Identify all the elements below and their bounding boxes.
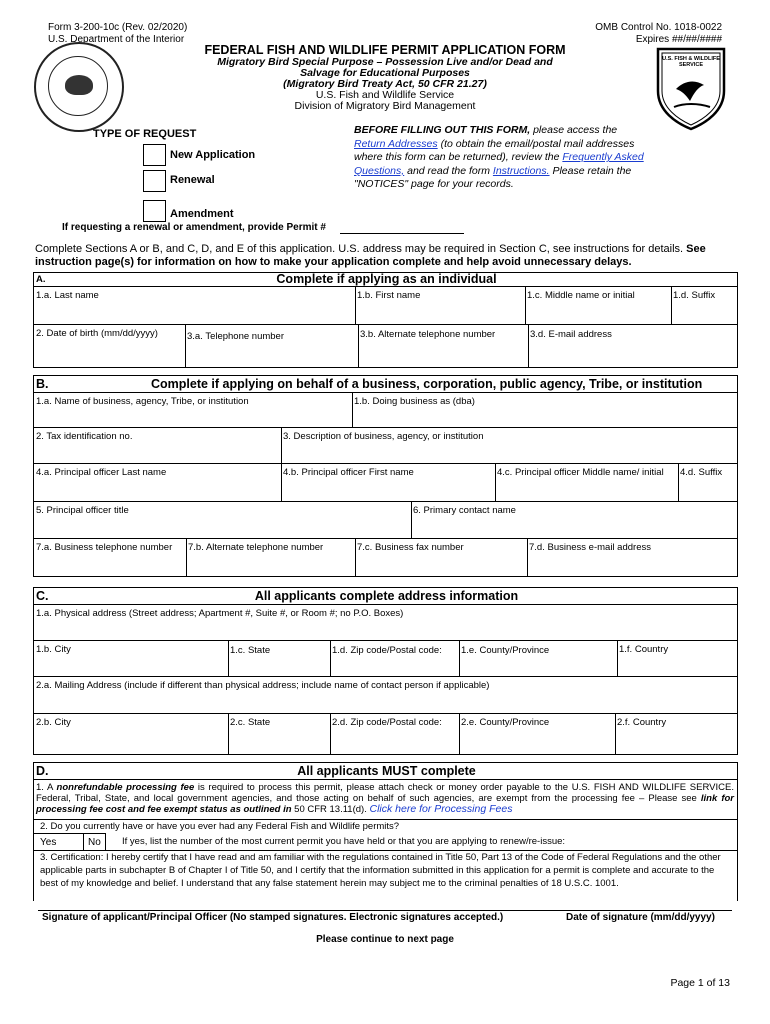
signature-date-label: Date of signature (mm/dd/yyyy) — [566, 912, 715, 923]
form-number: Form 3-200-10c (Rev. 02/2020) — [48, 22, 188, 33]
officer-title-field[interactable]: 5. Principal officer title — [36, 505, 129, 516]
mailing-city-field[interactable]: 2.b. City — [36, 717, 71, 728]
section-b-letter: B. — [36, 377, 49, 391]
alt-telephone-field[interactable]: 3.b. Alternate telephone number — [360, 329, 496, 340]
renewal-checkbox[interactable] — [143, 170, 166, 192]
mailing-address-field[interactable]: 2.a. Mailing Address (include if different than physical address; include name of contact person if applicable) — [36, 680, 490, 691]
business-fax-field[interactable]: 7.c. Business fax number — [357, 542, 464, 553]
physical-address-field[interactable]: 1.a. Physical address (Street address; Apartment #, Suite #, or Room #; no P.O. Boxes) — [36, 608, 404, 619]
continue-note: Please continue to next page — [316, 934, 454, 945]
officer-suffix-field[interactable]: 4.d. Suffix — [680, 467, 723, 478]
current-permit-prompt: If yes, list the number of the most current permit you have held or that you are applying to renew/re-issue: — [122, 836, 566, 847]
middle-name-field[interactable]: 1.c. Middle name or initial — [527, 290, 635, 301]
section-d-letter: D. — [36, 764, 49, 778]
section-c-letter: C. — [36, 589, 49, 603]
country-field[interactable]: 1.f. Country — [619, 644, 669, 655]
certification-statement: 3. Certification: I hereby certify that I have read and am familiar with the regulations contained in Title 50, Part 13 of the Code of Federal Regulations and the other applicable parts in subchapter B of Chapter I of Title 50, and I certify that the information submitted in this application for a permit is complete and accurate to the best of my knowledge and belief. I understand that any false statement herein may subject me to the criminal penalties of 18 U.S.C. 1001. — [40, 852, 721, 889]
amendment-checkbox[interactable] — [143, 200, 166, 222]
email-field[interactable]: 3.d. E-mail address — [530, 329, 612, 340]
officer-middle-name-field[interactable]: 4.c. Principal officer Middle name/ initial — [497, 467, 664, 478]
state-field[interactable]: 1.c. State — [230, 645, 271, 656]
section-d-title: All applicants MUST complete — [297, 764, 476, 778]
section-b-title: Complete if applying on behalf of a business, corporation, public agency, Tribe, or institution — [151, 377, 703, 391]
section-a-letter: A. — [36, 274, 46, 285]
form-title: FEDERAL FISH AND WILDLIFE PERMIT APPLICATION FORM — [204, 43, 566, 57]
request-type-title: TYPE OF REQUEST — [93, 128, 197, 140]
expiration-date: Expires ##/##/#### — [635, 34, 722, 45]
omb-number: OMB Control No. 1018-0022 — [595, 22, 722, 33]
last-name-field[interactable]: 1.a. Last name — [36, 290, 99, 301]
permit-number-label: If requesting a renewal or amendment, provide Permit # — [62, 222, 326, 233]
yes-option[interactable]: Yes — [34, 833, 84, 850]
instructions-link[interactable]: Instructions. — [492, 164, 550, 177]
page-number: Page 1 of 13 — [670, 977, 730, 989]
faq-link[interactable]: Frequently Asked Questions, — [354, 151, 644, 177]
telephone-field[interactable]: 3.a. Telephone number — [187, 331, 285, 342]
city-field[interactable]: 1.b. City — [36, 644, 71, 655]
mailing-zip-field[interactable]: 2.d. Zip code/Postal code: — [332, 717, 442, 728]
suffix-field[interactable]: 1.d. Suffix — [673, 290, 716, 301]
dba-field[interactable]: 1.b. Doing business as (dba) — [354, 396, 475, 407]
logo-text: U.S. FISH & WILDLIFE SERVICE — [662, 56, 720, 68]
business-phone-field[interactable]: 7.a. Business telephone number — [36, 542, 173, 553]
business-email-field[interactable]: 7.d. Business e-mail address — [529, 542, 651, 553]
renewal-label: Renewal — [170, 174, 215, 186]
section-c — [33, 587, 738, 755]
section-d — [33, 762, 738, 901]
dob-field[interactable]: 2. Date of birth (mm/dd/yyyy) — [36, 328, 158, 339]
form-subtitle-3: (Migratory Bird Treaty Act, 50 CFR 21.27) — [283, 78, 487, 90]
zip-field[interactable]: 1.d. Zip code/Postal code: — [332, 645, 442, 656]
before-filling-notice: BEFORE FILLING OUT THIS FORM, please access the Return Addresses (to obtain the email/postal mail addresses where this form can be returned), review the Frequently Asked Questions, and read the form Instructions. Please retain the "NOTICES" page for your records. — [354, 124, 644, 191]
form-subtitle-1: Migratory Bird Special Purpose – Possession Live and/or Dead and — [217, 56, 553, 68]
signature-line[interactable] — [38, 910, 732, 911]
business-description-field[interactable]: 3. Description of business, agency, or institution — [283, 431, 484, 442]
no-option[interactable]: No — [84, 833, 106, 850]
county-field[interactable]: 1.e. County/Province — [461, 645, 550, 656]
section-a — [33, 272, 738, 368]
processing-fees-link[interactable]: Click here for Processing Fees — [369, 803, 513, 815]
section-a-title: Complete if applying as an individual — [276, 272, 497, 286]
new-application-label: New Application — [170, 149, 256, 161]
agency-name: U.S. Fish and Wildlife Service — [315, 89, 455, 101]
section-c-title: All applicants complete address information — [254, 589, 519, 603]
return-addresses-link[interactable]: Return Addresses — [354, 137, 438, 150]
amendment-label: Amendment — [170, 208, 234, 220]
first-name-field[interactable]: 1.b. First name — [357, 290, 421, 301]
processing-fee-notice: 1. A nonrefundable processing fee is required to process this permit, please attach check or money order payable to the U.S. FISH AND WILDLIFE SERVICE. Federal, Tribal, State, and local government agencies, and those acting on behalf of such agencies, are exempt from the processing fee – Please see link for processing fee cost and fee exempt status as outlined in 50 CFR 13.11(d). Click here for Processing Fees — [36, 782, 735, 815]
section-b — [33, 375, 738, 577]
form-subtitle-2: Salvage for Educational Purposes — [300, 67, 470, 79]
officer-first-name-field[interactable]: 4.b. Principal officer First name — [283, 467, 414, 478]
permit-history-question: 2. Do you currently have or have you ever had any Federal Fish and Wildlife permits? — [40, 821, 400, 832]
business-alt-phone-field[interactable]: 7.b. Alternate telephone number — [188, 542, 324, 553]
mailing-state-field[interactable]: 2.c. State — [230, 717, 271, 728]
officer-last-name-field[interactable]: 4.a. Principal officer Last name — [36, 467, 167, 478]
tax-id-field[interactable]: 2. Tax identification no. — [36, 431, 133, 442]
new-application-checkbox[interactable] — [143, 144, 166, 166]
notice-lead: BEFORE FILLING OUT THIS FORM, — [354, 124, 531, 136]
permit-number-input[interactable] — [340, 233, 464, 234]
signature-label: Signature of applicant/Principal Officer (No stamped signatures. Electronic signatures accepted.) — [42, 912, 504, 923]
division-name: Division of Migratory Bird Management — [294, 100, 476, 112]
primary-contact-field[interactable]: 6. Primary contact name — [413, 505, 516, 516]
general-instructions: Complete Sections A or B, and C, D, and E of this application. U.S. address may be required in Section C, see instructions for details. See instruction page(s) for information on how to make your application complete and help avoid unnecessary delays. — [35, 243, 706, 268]
mailing-country-field[interactable]: 2.f. Country — [617, 717, 667, 728]
department-name: U.S. Department of the Interior — [48, 34, 185, 45]
business-name-field[interactable]: 1.a. Name of business, agency, Tribe, or institution — [36, 396, 249, 407]
mailing-county-field[interactable]: 2.e. County/Province — [461, 717, 550, 728]
